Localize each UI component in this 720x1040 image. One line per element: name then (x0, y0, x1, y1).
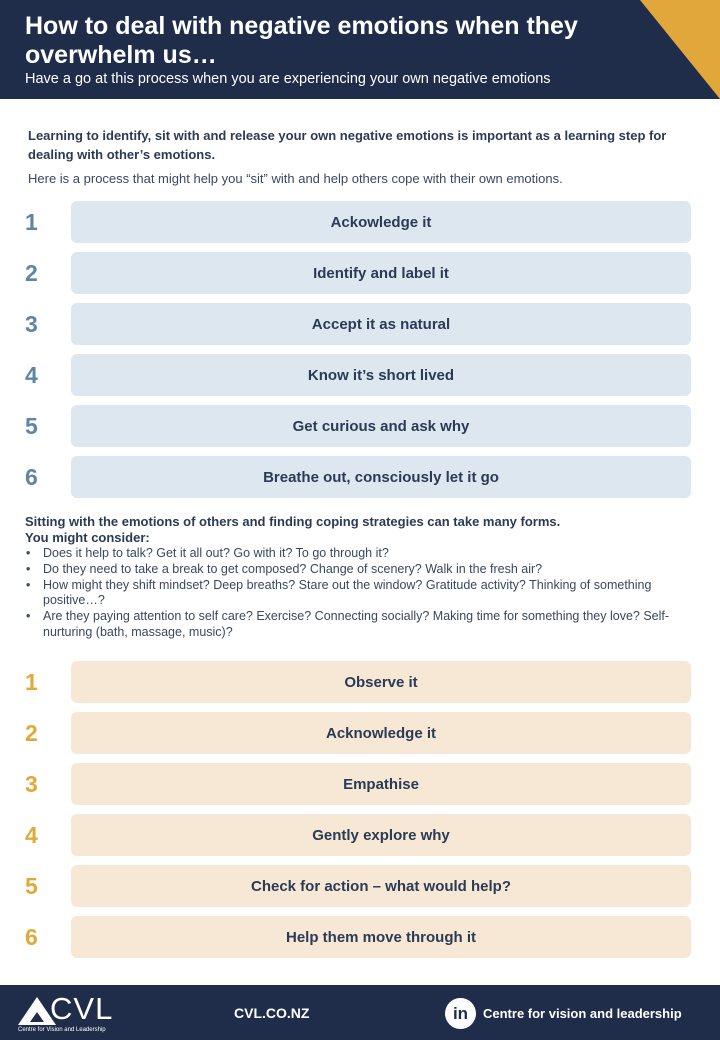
step-label: Ackowledge it (71, 201, 691, 243)
step-label: Get curious and ask why (71, 405, 691, 447)
own-step (0, 303, 720, 345)
step-label: Know it’s short lived (71, 354, 691, 396)
step-label: Check for action – what would help? (71, 865, 691, 907)
org-name: Centre for vision and leadership (483, 1006, 682, 1021)
logo-tagline: Centre for Vision and Leadership (18, 1027, 106, 1033)
step-number: 2 (25, 260, 38, 286)
others-heading-line2: You might consider: (25, 530, 150, 545)
step-number: 2 (25, 720, 38, 746)
step-label: Identify and label it (71, 252, 691, 294)
own-step (0, 354, 720, 396)
others-step (0, 814, 720, 856)
step-label: Accept it as natural (71, 303, 691, 345)
intro-plain-text: Here is a process that might help you “sit” with and help others cope with their own emotions. (28, 171, 563, 186)
others-heading (25, 514, 695, 546)
considerations-list (25, 546, 700, 641)
own-step (0, 405, 720, 447)
step-number: 3 (25, 771, 38, 797)
step-number: 5 (25, 413, 38, 439)
list-item: • Do they need to take a break to get composed? Change of scenery? Walk in the fresh air? (25, 562, 700, 578)
step-number: 4 (25, 362, 38, 388)
own-step (0, 252, 720, 294)
step-label: Breathe out, consciously let it go (71, 456, 691, 498)
logo-name: CVL (50, 991, 114, 1026)
page-title: How to deal with negative emotions when they overwhelm us… (25, 12, 578, 69)
others-step (0, 865, 720, 907)
others-step (0, 916, 720, 958)
gold-corner-accent (640, 0, 720, 99)
step-number: 1 (25, 669, 38, 695)
triangle-logo-cutout (30, 1012, 44, 1022)
step-number: 6 (25, 924, 38, 950)
list-item: • Are they paying attention to self care? Exercise? Connecting socially? Making time for something they love? Self-nurturing (bath, massage, music)? (25, 609, 700, 641)
list-item: • How might they shift mindset? Deep breaths? Stare out the window? Gratitude activity? Thinking of something positive…? (25, 578, 700, 610)
step-number: 3 (25, 311, 38, 337)
step-label: Help them move through it (71, 916, 691, 958)
step-number: 5 (25, 873, 38, 899)
own-step (0, 201, 720, 243)
others-step (0, 763, 720, 805)
step-label: Empathise (71, 763, 691, 805)
step-label: Acknowledge it (71, 712, 691, 754)
step-number: 4 (25, 822, 38, 848)
list-item: • Does it help to talk? Get it all out? Go with it? To go through it? (25, 546, 700, 562)
others-step (0, 712, 720, 754)
step-number: 6 (25, 464, 38, 490)
cvl-logo (18, 993, 128, 1035)
footer (0, 985, 720, 1040)
step-number: 1 (25, 209, 38, 235)
page-subtitle: Have a go at this process when you are experiencing your own negative emotions (25, 71, 551, 87)
header-banner (0, 0, 720, 99)
step-label: Gently explore why (71, 814, 691, 856)
own-emotion-steps (0, 201, 720, 507)
intro-bold-text: Learning to identify, sit with and release your own negative emotions is important as a learning step for dealing with other’s emotions. (28, 128, 667, 162)
step-label: Observe it (71, 661, 691, 703)
linkedin-icon[interactable]: in (445, 998, 476, 1029)
others-emotion-steps (0, 661, 720, 967)
others-step (0, 661, 720, 703)
others-heading-line1: Sitting with the emotions of others and finding coping strategies can take many forms. (25, 514, 561, 529)
own-step (0, 456, 720, 498)
website-link[interactable]: CVL.CO.NZ (234, 1005, 310, 1021)
